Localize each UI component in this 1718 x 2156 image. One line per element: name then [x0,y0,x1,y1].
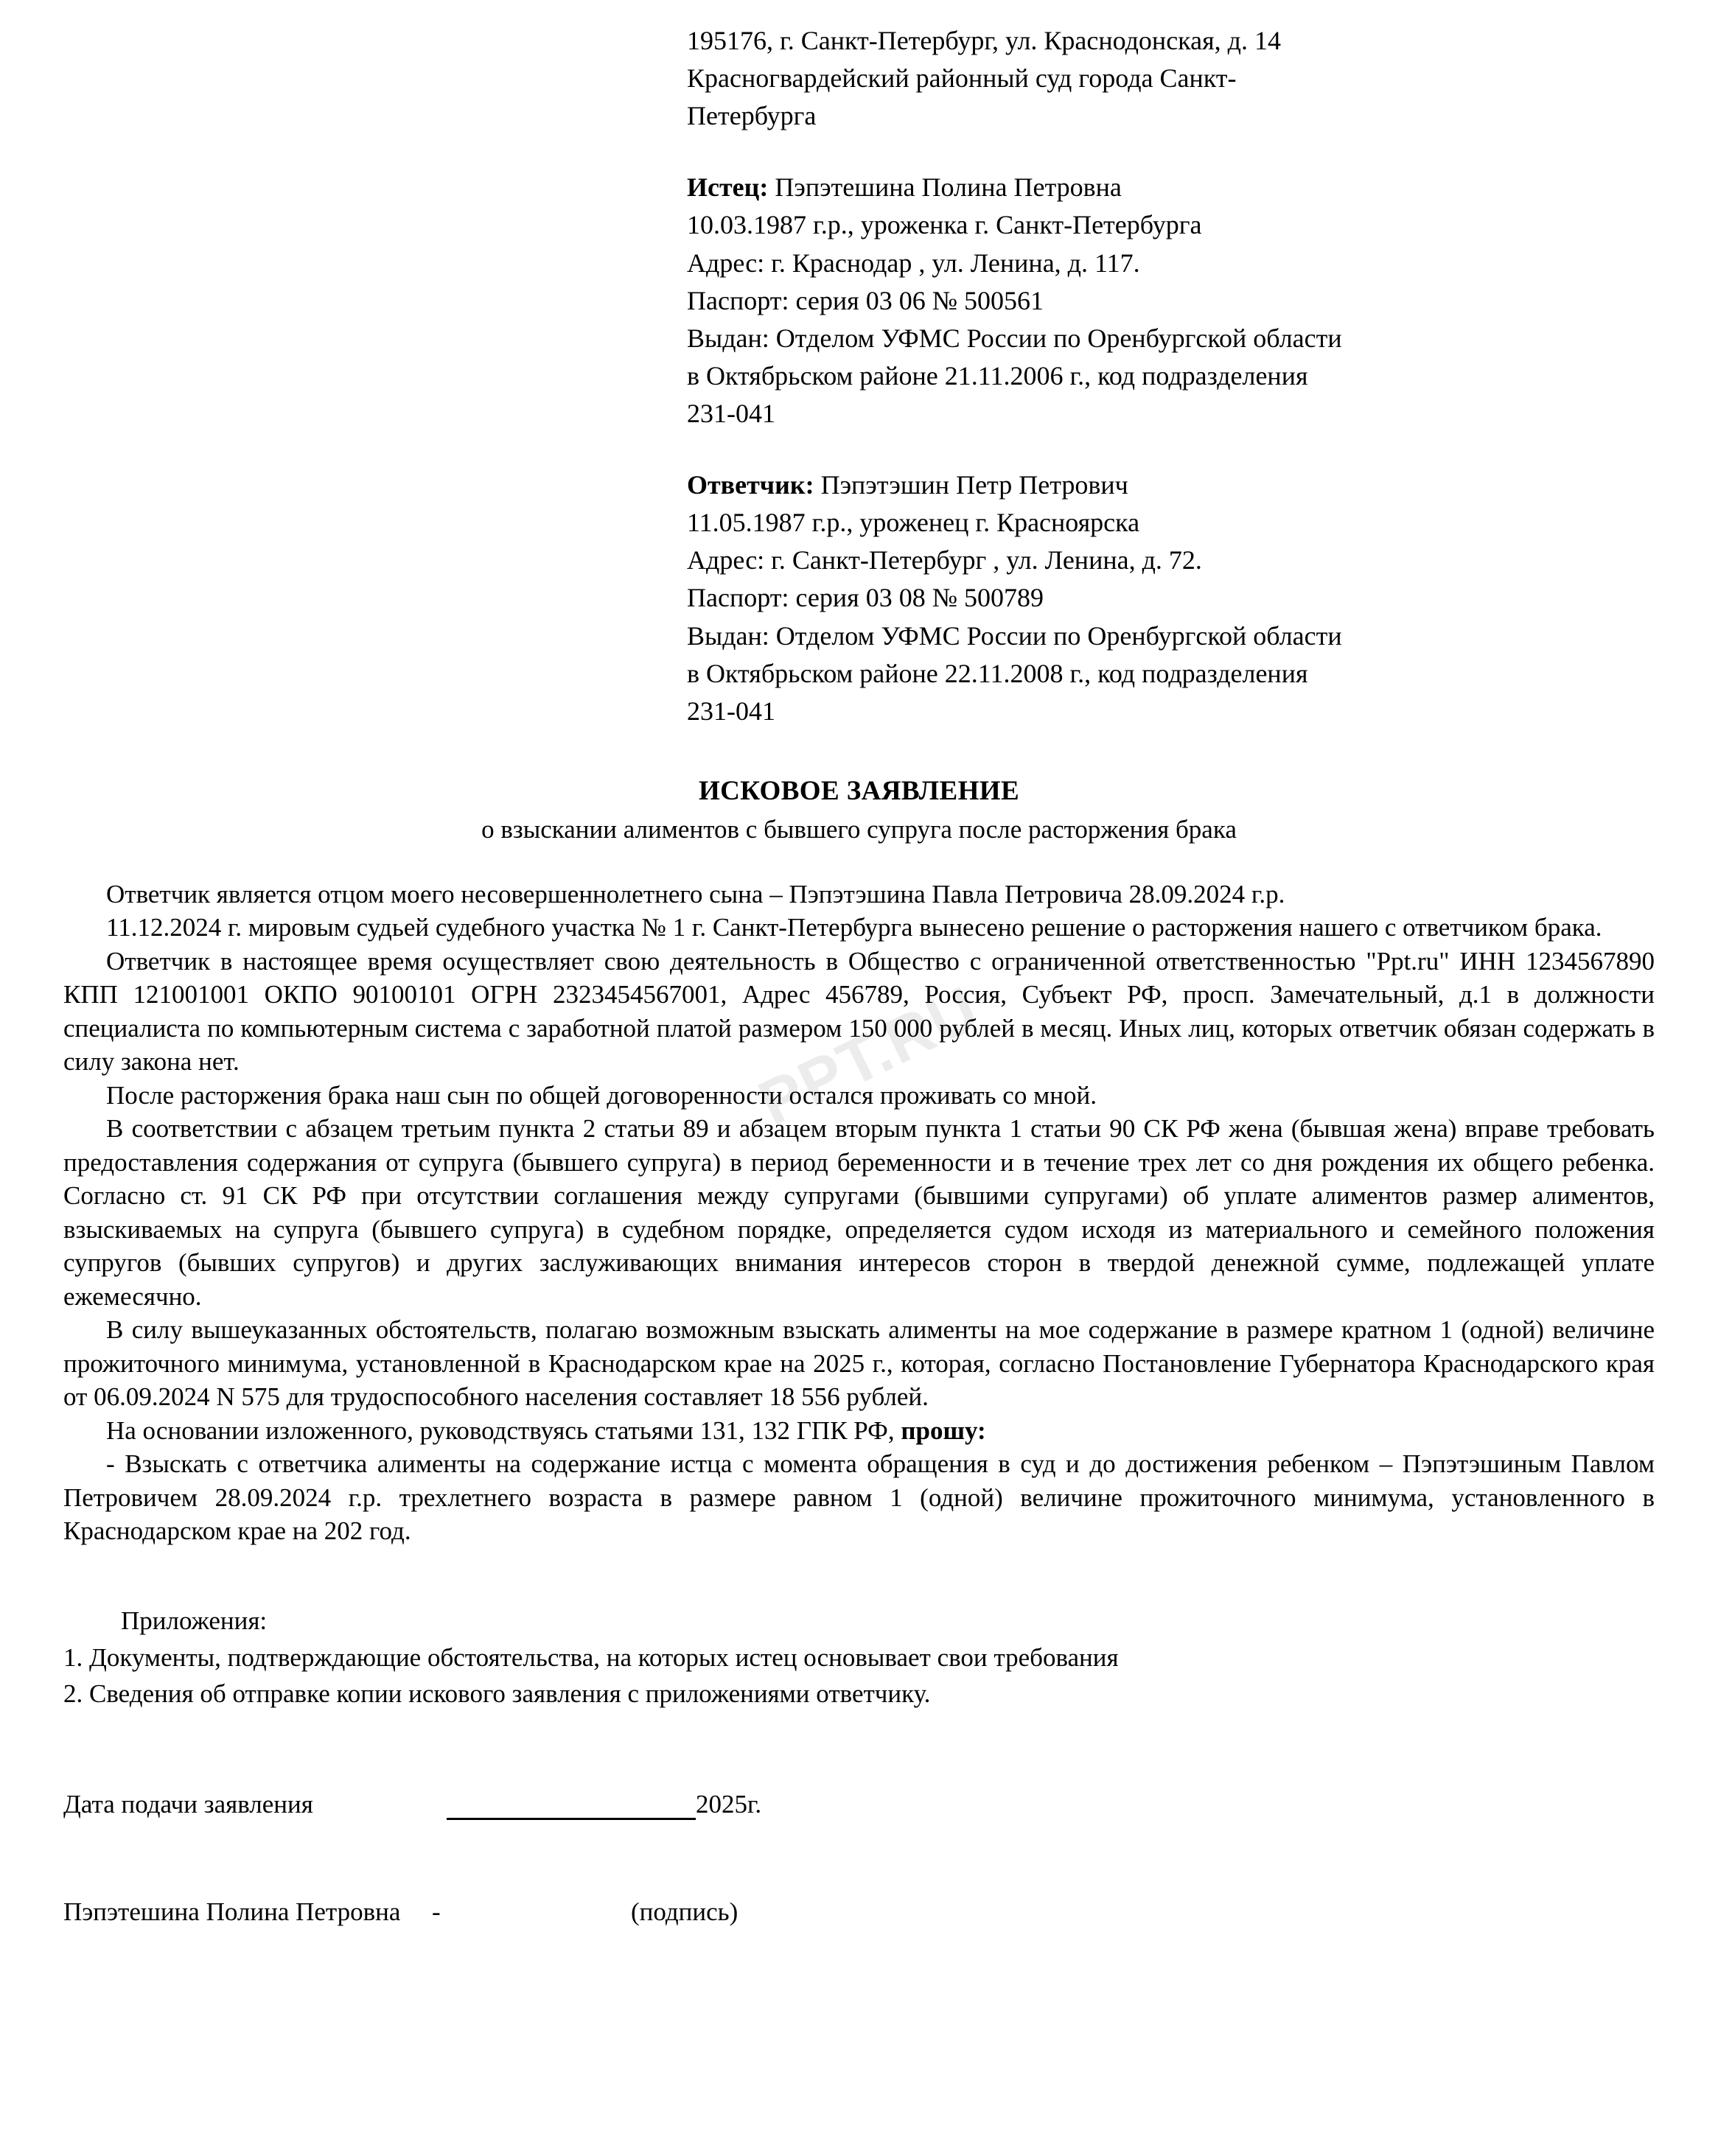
paragraph-4: После расторжения брака наш сын по общей договоренности остался проживать со мной. [106,1080,1097,1110]
attachments-section [63,1603,1655,1712]
defendant-name: Пэпэтэшин Петр Петрович [820,470,1128,500]
watermark: PPT.RU [748,973,990,1139]
paragraph-5: В соответствии с абзацем третьим пункта 2 статьи 89 и абзацем вторым пункта 1 статьи 90 СК РФ жена (бывшая жена) вправе требовать предоставления содержания от супруга (бывшего супруга) в период беременности и в течение трех лет со дня рождения их общего ребенка. Согласно ст. 91 СК РФ при отсутствии соглашения между супругами (бывшими супругами) об уплате алиментов размер алиментов, взыскиваемых на супруга (бывшего супруга) в судебном порядке, определяется судом исходя из материального и семейного положения супругов (бывших супругов) и других заслуживающих внимания интересов сторон в твердой денежной сумме, подлежащей уплате ежемесячно. [63,1114,1655,1311]
court-name-line-1: Красногвардейский районный суд города Санкт- [687,63,1237,94]
paragraph-1: Ответчик является отцом моего несовершеннолетнего сына – Пэпэтэшина Павла Петровича 28.09.2024 г.р. [106,879,1285,909]
plaintiff-address: Адрес: г. Краснодар , ул. Ленина, д. 117. [687,248,1140,278]
attachment-item: 1. Документы, подтверждающие обстоятельства, на которых истец основывает свои требования [63,1642,1119,1672]
request-keyword: прошу: [901,1415,986,1445]
defendant-passport: Паспорт: серия 03 08 № 500789 [687,583,1044,613]
defendant-address: Адрес: г. Санкт-Петербург , ул. Ленина, д. 72. [687,545,1202,575]
court-name-line-2: Петербурга [687,101,817,131]
attachment-item: 2. Сведения об отправке копии искового заявления с приложениями ответчику. [63,1679,931,1709]
defendant-issued-line-2: в Октябрьском районе 22.11.2008 г., код подразделения [687,658,1308,688]
document-body [63,878,1655,1548]
plaintiff-name: Пэпэтешина Полина Петровна [775,172,1122,203]
plaintiff-passport: Паспорт: серия 03 06 № 500561 [687,285,1044,315]
date-fill-line[interactable] [447,1796,696,1820]
paragraph-2: 11.12.2024 г. мировым судьей судебного участка № 1 г. Санкт-Петербурга вынесено решение о расторжения нашего с ответчиком брака. [106,913,1602,942]
document-header [687,22,1527,730]
signature-caption: (подпись) [631,1897,738,1926]
paragraph-3: Ответчик в настоящее время осуществляет свою деятельность в Общество с ограниченной ответственностью "Ppt.ru" ИНН 1234567890 КПП 121001001 ОКПО 90100101 ОГРН 2323454567001, Адрес 456789, Россия, Субъект РФ, просп. Замечательный, д.1 в должности специалиста по компьютерным система с заработной платой размером 150 000 рублей в месяц. Иных лиц, которых ответчик обязан содержать в силу закона нет. [63,946,1655,1077]
document-title: ИСКОВОЕ ЗАЯВЛЕНИЕ [698,775,1020,806]
defendant-birth: 11.05.1987 г.р., уроженец г. Красноярска [687,508,1140,538]
request-lead: На основании изложенного, руководствуясь статьями 131, 132 ГПК РФ, [106,1415,901,1445]
signer-row [63,1897,1655,1928]
date-year: 2025г. [696,1789,762,1819]
plaintiff-label: Истец: [687,172,769,203]
defendant-label: Ответчик: [687,470,814,500]
attachments-title: Приложения: [121,1606,268,1635]
defendant-issued-line-1: Выдан: Отделом УФМС России по Оренбургской области [687,620,1342,651]
plaintiff-birth: 10.03.1987 г.р., уроженка г. Санкт-Петербурга [687,210,1202,240]
paragraph-7-request [63,1414,1655,1448]
plaintiff-issued-line-3: 231-041 [687,398,775,428]
date-row [63,1789,1655,1820]
defendant-issued-line-3: 231-041 [687,696,775,726]
signer-name: Пэпэтешина Полина Петровна [63,1897,401,1926]
paragraph-8-claim: - Взыскать с ответчика алименты на содержание истца с момента обращения в суд и до достижения ребенком – Пэпэтэшиным Павлом Петровичем 28.09.2024 г.р. трехлетнего возраста в размере равном 1 (одной) величине прожиточного минимума, установленного в Краснодарском крае на 202 год. [63,1449,1655,1546]
court-address: 195176, г. Санкт-Петербург, ул. Краснодонская, д. 14 [687,26,1281,55]
signature-section [63,1789,1655,1928]
document-subtitle: о взыскании алиментов с бывшего супруга после расторжения брака [481,814,1237,844]
signer-dash: - [432,1897,441,1926]
paragraph-6: В силу вышеуказанных обстоятельств, полагаю возможным взыскать алименты на мое содержание в размере кратном 1 (одной) величине прожиточного минимума, установленной в Краснодарском крае на 2025 г., которая, согласно Постановление Губернатора Краснодарского края от 06.09.2024 N 575 для трудоспособного населения составляет 18 556 рублей. [63,1315,1655,1412]
date-label: Дата подачи заявления [63,1789,313,1819]
defendant-name-line [687,466,1527,504]
spacer [687,433,1527,466]
plaintiff-issued-line-1: Выдан: Отделом УФМС России по Оренбургской области [687,323,1342,353]
plaintiff-name-line [687,169,1527,206]
spacer [687,135,1527,169]
plaintiff-issued-line-2: в Октябрьском районе 21.11.2006 г., код подразделения [687,360,1308,391]
